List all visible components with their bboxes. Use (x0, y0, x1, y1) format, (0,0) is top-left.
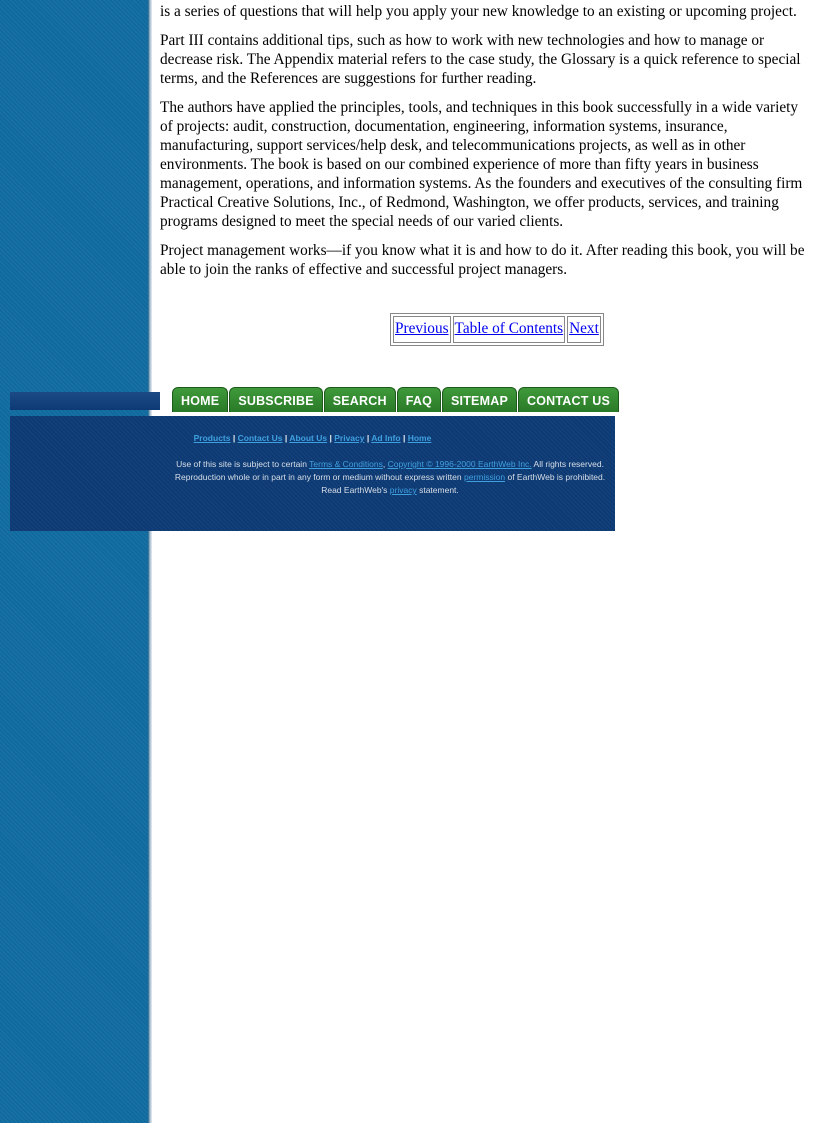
tab-sitemap[interactable]: SITEMAP (442, 387, 517, 412)
page-navigation (390, 313, 604, 346)
separator: | (284, 433, 288, 443)
footer-links (10, 433, 615, 443)
paragraph-3: The authors have applied the principles, tools, and techniques in this book successfully in a wide variety of projects: audit, construction, documentation, engineering, information systems, insurance, manufacturing, support services/help desk, and telecommunications projects, as well as in other environments. The book is based on our combined experience of more than fifty years in business management, operations, and information systems. As the founders and executives of the consulting firm Practical Creative Solutions, Inc., of Redmond, Washington, we offer products, services, and training programs designed to meet the special needs of our varied clients. (160, 99, 803, 230)
site-footer (10, 416, 615, 531)
paragraph-4: Project management works—if you know what it is and how to do it. After reading this book, you will be able to join the ranks of effective and successful project managers. (160, 242, 805, 278)
footer-link-contact-us[interactable]: Contact Us (237, 433, 283, 443)
site-tabs (172, 386, 619, 412)
tab-faq[interactable]: FAQ (397, 387, 441, 412)
terms-link[interactable]: Terms & Conditions (309, 459, 383, 469)
separator: | (366, 433, 370, 443)
previous-cell (393, 316, 451, 343)
sidebar-edge (148, 0, 152, 1123)
footer-link-home[interactable]: Home (407, 433, 432, 443)
table-of-contents-link[interactable]: Table of Contents (454, 320, 564, 337)
next-link[interactable]: Next (569, 320, 599, 337)
next-cell (567, 316, 601, 343)
main-content (160, 0, 805, 289)
tab-search[interactable]: SEARCH (324, 387, 396, 412)
footer-legal-text (170, 458, 610, 497)
toc-cell (453, 316, 566, 343)
separator: | (402, 433, 406, 443)
previous-link[interactable]: Previous (395, 320, 449, 337)
tab-home[interactable]: HOME (172, 387, 228, 412)
copyright-link[interactable]: Copyright © 1996-2000 EarthWeb Inc. (387, 459, 532, 469)
left-sidebar-band (0, 0, 148, 1123)
footer-link-about-us[interactable]: About Us (289, 433, 328, 443)
footer-link-products[interactable]: Products (193, 433, 231, 443)
tab-contact-us[interactable]: CONTACT US (518, 387, 619, 412)
separator: | (232, 433, 236, 443)
legal-text-3: of EarthWeb is prohibited. Read EarthWeb's (321, 472, 606, 495)
permission-link[interactable]: permission (464, 472, 506, 482)
footer-link-ad-info[interactable]: Ad Info (371, 433, 401, 443)
legal-text-2: All rights reserved. Reproduction whole or in part in any form or medium without express written (174, 459, 604, 482)
footer-left-strip (10, 392, 160, 410)
separator: | (329, 433, 332, 443)
comma: , (382, 459, 388, 469)
legal-text-4: statement. (416, 485, 459, 495)
paragraph-1: is a series of questions that will help you apply your new knowledge to an existing or upcoming project. (160, 3, 797, 20)
paragraph-2: Part III contains additional tips, such as how to work with new technologies and how to manage or decrease risk. The Appendix material refers to the case study, the Glossary is a quick reference to special terms, and the References are suggestions for further reading. (160, 32, 801, 87)
privacy-statement-link[interactable]: privacy (389, 485, 417, 495)
footer-link-privacy[interactable]: Privacy (334, 433, 365, 443)
legal-text-1: Use of this site is subject to certain (176, 459, 310, 469)
tab-subscribe[interactable]: SUBSCRIBE (229, 387, 322, 412)
